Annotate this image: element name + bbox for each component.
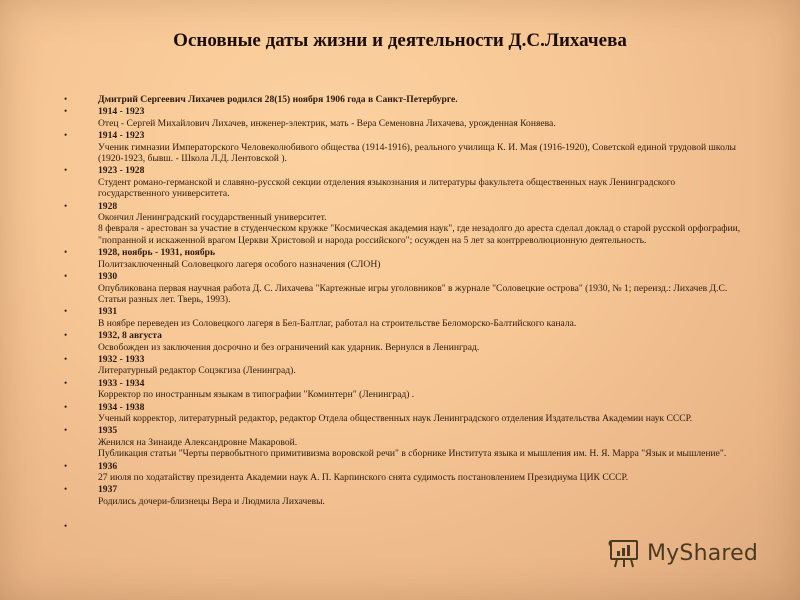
item-text: 8 февраля - арестован за участие в студенческом кружке "Космическая академия наук", где незадолго до ареста сделал доклад о старой русской орфографии, "попранной и искаженной врагом Церкви Христовой и народа российского"; осужден на 5 лет за контрреволюционную деятельность.	[98, 223, 741, 246]
bullet: •	[64, 130, 68, 141]
list-item	[64, 247, 744, 270]
bullet: •	[64, 521, 68, 532]
item-date: 1934 - 1938	[98, 401, 145, 413]
item-text: Родились дочери-близнецы Вера и Людмила Лихачевы.	[98, 495, 325, 507]
list-item	[64, 484, 744, 507]
bullet: •	[64, 484, 68, 495]
item-text: Литературный редактор Соцэкгиза (Ленинград).	[98, 365, 296, 377]
item-date: 1923 - 1928	[98, 165, 145, 177]
list-item	[64, 330, 744, 353]
item-text: Опубликована первая научная работа Д. С. Лихачева "Картежные игры уголовников" в журнале "Соловецкие острова" (1930, № 1; переизд.: Лихачев Д.С. Статьи разных лет. Тверь, 1993).	[98, 282, 728, 305]
item-date: 1928	[98, 200, 118, 212]
bullet: •	[64, 425, 68, 436]
bullet: •	[64, 460, 68, 471]
item-date: 1932, 8 августа	[98, 330, 162, 342]
item-text: Корректор по иностранным языкам в типографии "Коминтерн" (Ленинград) .	[98, 389, 415, 401]
item-text: Ученик гимназии Императорского Человеколюбивого общества (1914-1916), реального училища К. И. Мая (1916-1920), Советской единой трудовой школы (1920-1923, бывш. - Школа Л.Д. Лентовской ).	[98, 141, 736, 165]
list-item	[64, 461, 744, 484]
item-text: В ноябре переведен из Соловецкого лагеря в Бел-Балтлаг, работал на строительстве Беломорско-Балтийского канала.	[98, 317, 577, 329]
bullet: •	[64, 94, 68, 104]
item-date: 1931	[98, 306, 118, 318]
item-date: 1937	[98, 484, 118, 496]
item-date: 1933 - 1934	[98, 377, 145, 389]
item-date: 1914 - 1923	[98, 106, 145, 118]
list-item	[64, 271, 744, 305]
list-item	[64, 94, 744, 105]
item-text: Освобожден из заключения досрочно и без ограничений как ударник. Вернулся в Ленинград.	[98, 341, 480, 353]
item-text: Окончил Ленинградский государственный университет.	[98, 212, 327, 224]
item-text: Публикация статьи "Черты первобытного примитивизма воровской речи" в сборнике Института языка и мышления им. Н. Я. Марра "Язык и мышление".	[98, 448, 727, 460]
item-text: 27 июля по ходатайству президента Академии наук А. П. Карпинского снята судимость постановлением Президиума ЦИК СССР.	[98, 472, 629, 483]
list-item	[64, 378, 744, 401]
watermark-text: MyShared	[647, 540, 759, 566]
item-text: Политзаключенный Соловецкого лагеря особого назначения (СЛОН)	[98, 258, 381, 270]
bullet: •	[64, 106, 68, 117]
list-item	[64, 165, 744, 199]
list-item	[64, 130, 744, 164]
item-date: 1936	[98, 460, 118, 472]
item-date: 1928, ноябрь - 1931, ноябрь	[98, 247, 216, 259]
bullet: •	[64, 165, 68, 176]
bullet: •	[64, 401, 68, 412]
presentation-board-icon	[607, 536, 641, 570]
item-text: Студент романо-германской и славяно-русской секции отделения языкознания и литературы факультета общественных наук Ленинградского государственного университета.	[98, 176, 676, 200]
bullet: •	[64, 377, 68, 388]
timeline-list	[64, 94, 744, 534]
item-date: 1932 - 1933	[98, 353, 145, 365]
item-date: 1914 - 1923	[98, 130, 145, 142]
list-item	[64, 106, 744, 129]
bullet: •	[64, 247, 68, 258]
slide-title: Основные даты жизни и деятельности Д.С.Лихачева	[173, 30, 627, 51]
list-item	[64, 306, 744, 329]
bullet: •	[64, 306, 68, 317]
birth-statement: Дмитрий Сергеевич Лихачев родился 28(15) ноября 1906 года в Санкт-Петербурге.	[98, 94, 458, 105]
bullet: •	[64, 271, 68, 282]
list-item	[64, 402, 744, 425]
bullet: •	[64, 330, 68, 341]
item-date: 1930	[98, 271, 118, 283]
bullet: •	[64, 353, 68, 364]
item-text: Ученый корректор, литературный редактор, редактор Отдела общественных наук Ленинградского отделения Издательства Академии наук СССР.	[98, 412, 693, 424]
list-item	[64, 201, 744, 247]
myshared-watermark[interactable]	[607, 536, 758, 570]
item-date: 1935	[98, 425, 118, 437]
list-item	[64, 425, 744, 459]
item-text: Отец - Сергей Михайлович Лихачев, инженер-электрик, мать - Вера Семеновна Лихачева, урожденная Коняева.	[98, 117, 556, 129]
item-text: Женился на Зинаиде Александровне Макаровой.	[98, 436, 298, 448]
empty-list-item	[64, 521, 744, 533]
list-item	[64, 354, 744, 377]
bullet: •	[64, 200, 68, 211]
